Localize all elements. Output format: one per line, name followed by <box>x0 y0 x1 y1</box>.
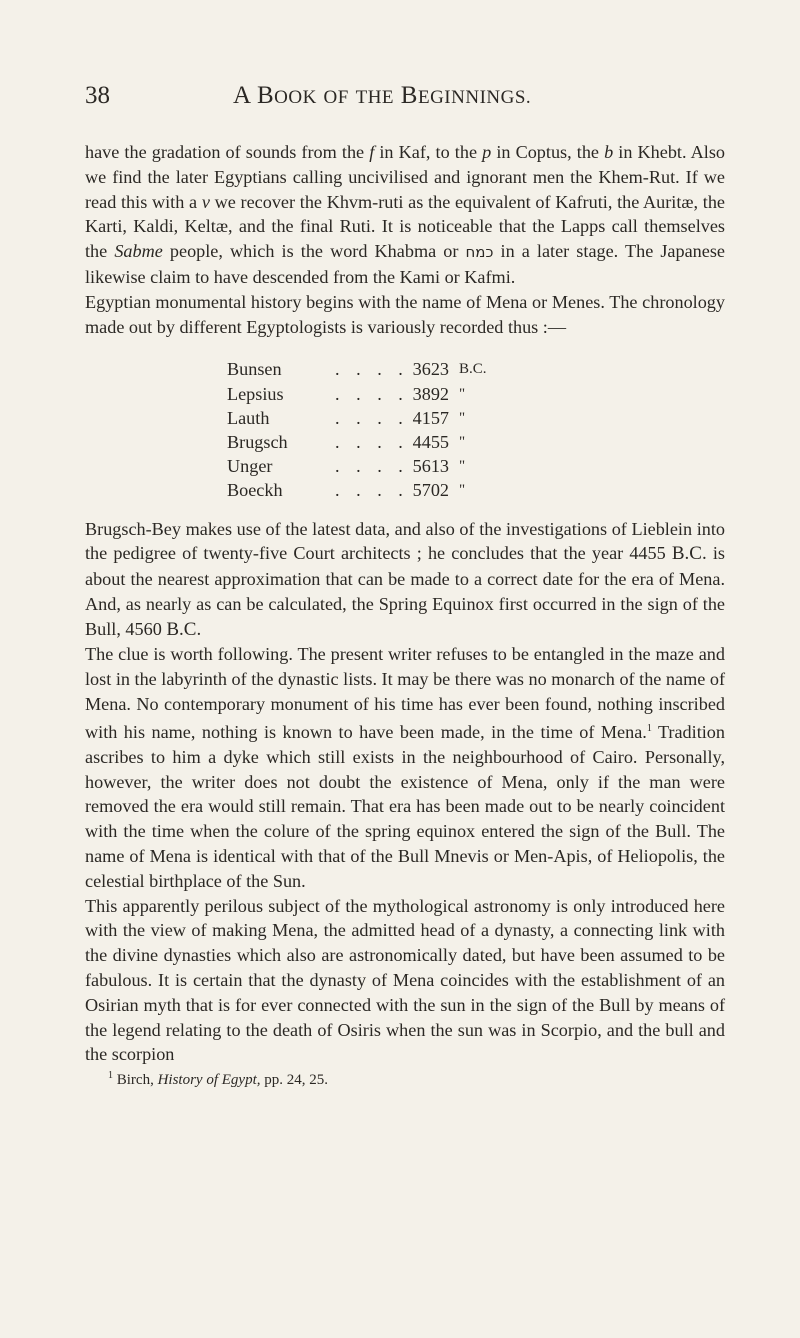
footnote-reference[interactable]: 1 <box>646 722 652 734</box>
paragraph-sound-gradation: have the gradation of sounds from the f in Kaf, to the p in Coptus, the b in Khebt. Also we find the later Egyptians calling uncivilised and ignorant men the Khem-Rut. If we read this with a v we recover the Khvm-ruti as the equivalent of Kafruti, the Auritæ, the Karti, Kaldi, Keltæ, and the final Ruti. It is noticeable that the Lapps call themselves the Sabme people, which is the word Khabma or כמח in a later stage. The Japanese likewise claim to have descended from the Kami or Kafmi. <box>85 142 725 287</box>
chronology-row: Unger . . . . 5613 " <box>227 456 466 477</box>
chronology-row: Boeckh . . . . 5702 " <box>227 480 466 501</box>
chronology-row: Lauth . . . . 4157 " <box>227 407 466 428</box>
chronology-row: Lepsius . . . . 3892 " <box>227 383 466 404</box>
paragraph-mythological-astronomy: This apparently perilous subject of the mythological astronomy is only introduced here with the view of making Mena, the admitted head of a dynasty, a connecting link with the divine dynasties which also are astronomically dated, but have been assumed to be fabulous. It is certain that the dynasty of Mena coincides with the establishment of an Osirian myth that is for ever connected with the sun in the sign of the Bull by means of the legend relating to the death of Osiris when the sun was in Scorpio, and the bull and the scorpion <box>85 895 725 1065</box>
paragraph-clue: The clue is worth following. The present writer refuses to be entangled in the maze and lost in the labyrinth of the dynastic lists. It may be there was no monarch of the name of Mena. No contemporary monument of his time has ever been found, nothing inscribed with his name, nothing is known to have been made, in the time of Mena.$^1$ Tradition ascribes to him a dyke which still exists in the neighbourhood of Cairo. Personally, however, the writer does not doubt the existence of Mena, only if the man were removed the era would still remain. That era has been made out to be nearly coincident with the time when the colure of the spring equinox entered the sign of the Bull. The name of Mena is identical with that of the Bull Mnevis or Men-Apis, of Heliopolis, the celestial birthplace of the Sun. <box>85 644 725 891</box>
paragraph-chronology-intro: Egyptian monumental history begins with the name of Mena or Menes. The chronology made out by different Egyptologists is variously recorded thus :— <box>85 291 725 337</box>
chronology-table <box>227 357 557 502</box>
hebrew-word: כמח <box>465 243 494 262</box>
body-text <box>85 140 725 1089</box>
title-word: BOOK <box>256 82 317 109</box>
title-word: OF <box>323 87 349 108</box>
book-title <box>233 82 531 110</box>
chronology-row: Brugsch . . . . 4455 " <box>227 431 466 452</box>
footnote: $^1$ Birch, History of Egypt, pp. 24, 25. <box>108 1070 328 1089</box>
page-number: 38 <box>85 82 110 109</box>
paragraph-brugsch: Brugsch-Bey makes use of the latest data, and also of the investigations of Lieblein into the pedigree of twenty-five Court architects ; he concludes that the year 4455 B.C. is about the nearest approximation that can be made to a correct date for the era of Mena. And, as nearly as can be calculated, the Spring Equinox first occurred in the sign of the Bull, 4560 B.C. <box>85 518 725 640</box>
footnote-number: 1 <box>108 1070 113 1082</box>
chronology-row: Bunsen . . . . 3623 B.C. <box>227 359 487 380</box>
running-header <box>85 82 725 122</box>
title-word: A <box>233 82 251 109</box>
title-word: THE <box>355 87 395 108</box>
title-word: BEGINNINGS. <box>400 82 532 109</box>
